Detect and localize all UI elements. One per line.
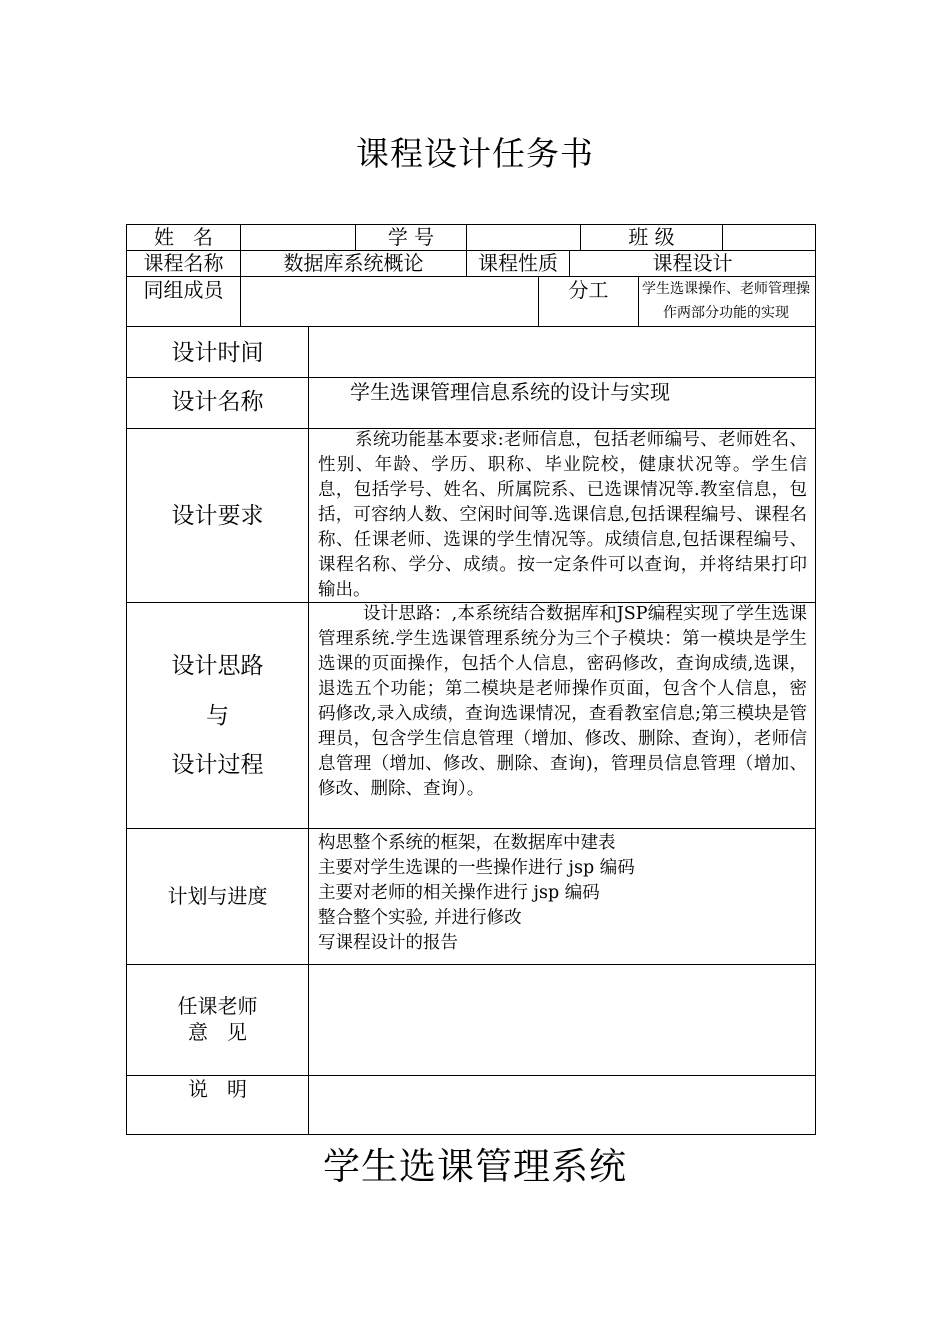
col-divider: [240, 276, 241, 326]
design-time-label: 设计时间: [171, 340, 264, 366]
row-divider: [127, 326, 815, 327]
members-label: 同组成员: [143, 278, 224, 302]
row-divider: [127, 828, 815, 829]
task-form-table: [126, 224, 816, 1135]
approach-label-line3: 设计过程: [171, 752, 264, 778]
course-name-label: 课程名称: [143, 251, 224, 275]
plan-label: 计划与进度: [167, 884, 268, 908]
plan-item: 构思整个系统的框架，在数据库中建表: [318, 833, 616, 853]
col-divider: [722, 225, 723, 250]
course-type-value: 课程设计: [652, 251, 733, 275]
division-value: 学生选课操作、老师管理操作两部分功能的实现: [642, 281, 810, 321]
document-title: 课程设计任务书: [356, 134, 594, 173]
design-name-value: 学生选课管理信息系统的设计与实现: [350, 380, 670, 404]
col-divider: [466, 225, 467, 250]
plan-item: 整合整个实验, 并进行修改: [318, 908, 522, 928]
requirements-label: 设计要求: [171, 503, 264, 529]
approach-label-line2: 与: [206, 703, 229, 729]
course-type-label: 课程性质: [478, 251, 558, 275]
name-label: 姓 名: [153, 225, 214, 249]
requirements-text: 系统功能基本要求:老师信息，包括老师编号、老师姓名、性别、年龄、学历、职称、毕业院校，健康状况等。学生信息，包括学号、姓名、所属院系、已选课情况等.教室信息，包括，可容纳人数、空闲时间等.选课信息,包括课程编号、课程名称、任课老师、选课的学生情况等。成绩信息,包括课程编号、课程名称、学分、成绩。按一定条件可以查询，并将结果打印输出。: [318, 430, 807, 600]
design-name-label: 设计名称: [171, 389, 264, 415]
row-divider: [127, 964, 815, 965]
plan-item: 写课程设计的报告: [318, 933, 458, 953]
system-title: 学生选课管理系统: [323, 1145, 627, 1188]
division-label: 分工: [568, 278, 609, 302]
teacher-opinion-label-line2: 意 见: [187, 1020, 248, 1044]
label-column-divider: [308, 326, 309, 1134]
plan-item: 主要对老师的相关操作进行 jsp 编码: [318, 883, 600, 903]
teacher-opinion-label-line1: 任课老师: [177, 994, 258, 1018]
approach-label-line1: 设计思路: [171, 653, 264, 679]
plan-item: 主要对学生选课的一些操作进行 jsp 编码: [318, 858, 635, 878]
col-divider: [638, 276, 639, 326]
col-divider: [240, 225, 241, 250]
notes-label: 说 明: [187, 1077, 248, 1101]
class-label: 班 级: [628, 225, 675, 249]
course-name-value: 数据库系统概论: [283, 251, 424, 275]
student-id-label: 学 号: [387, 225, 435, 249]
approach-text: 设计思路：,本系统结合数据库和JSP编程实现了学生选课管理系统.学生选课管理系统分为三个子模块：第一模块是学生选课的页面操作，包括个人信息，密码修改，查询成绩,选课，退选五个功能；第二模块是老师操作页面，包含个人信息，密码修改,录入成绩，查询选课情况，查看教室信息;第三模块是管理员，包含学生信息管理（增加、修改、删除、查询），老师信息管理（增加、修改、删除、查询)，管理员信息管理（增加、修改、删除、查询）。: [318, 604, 807, 799]
plan-list: [318, 831, 635, 956]
